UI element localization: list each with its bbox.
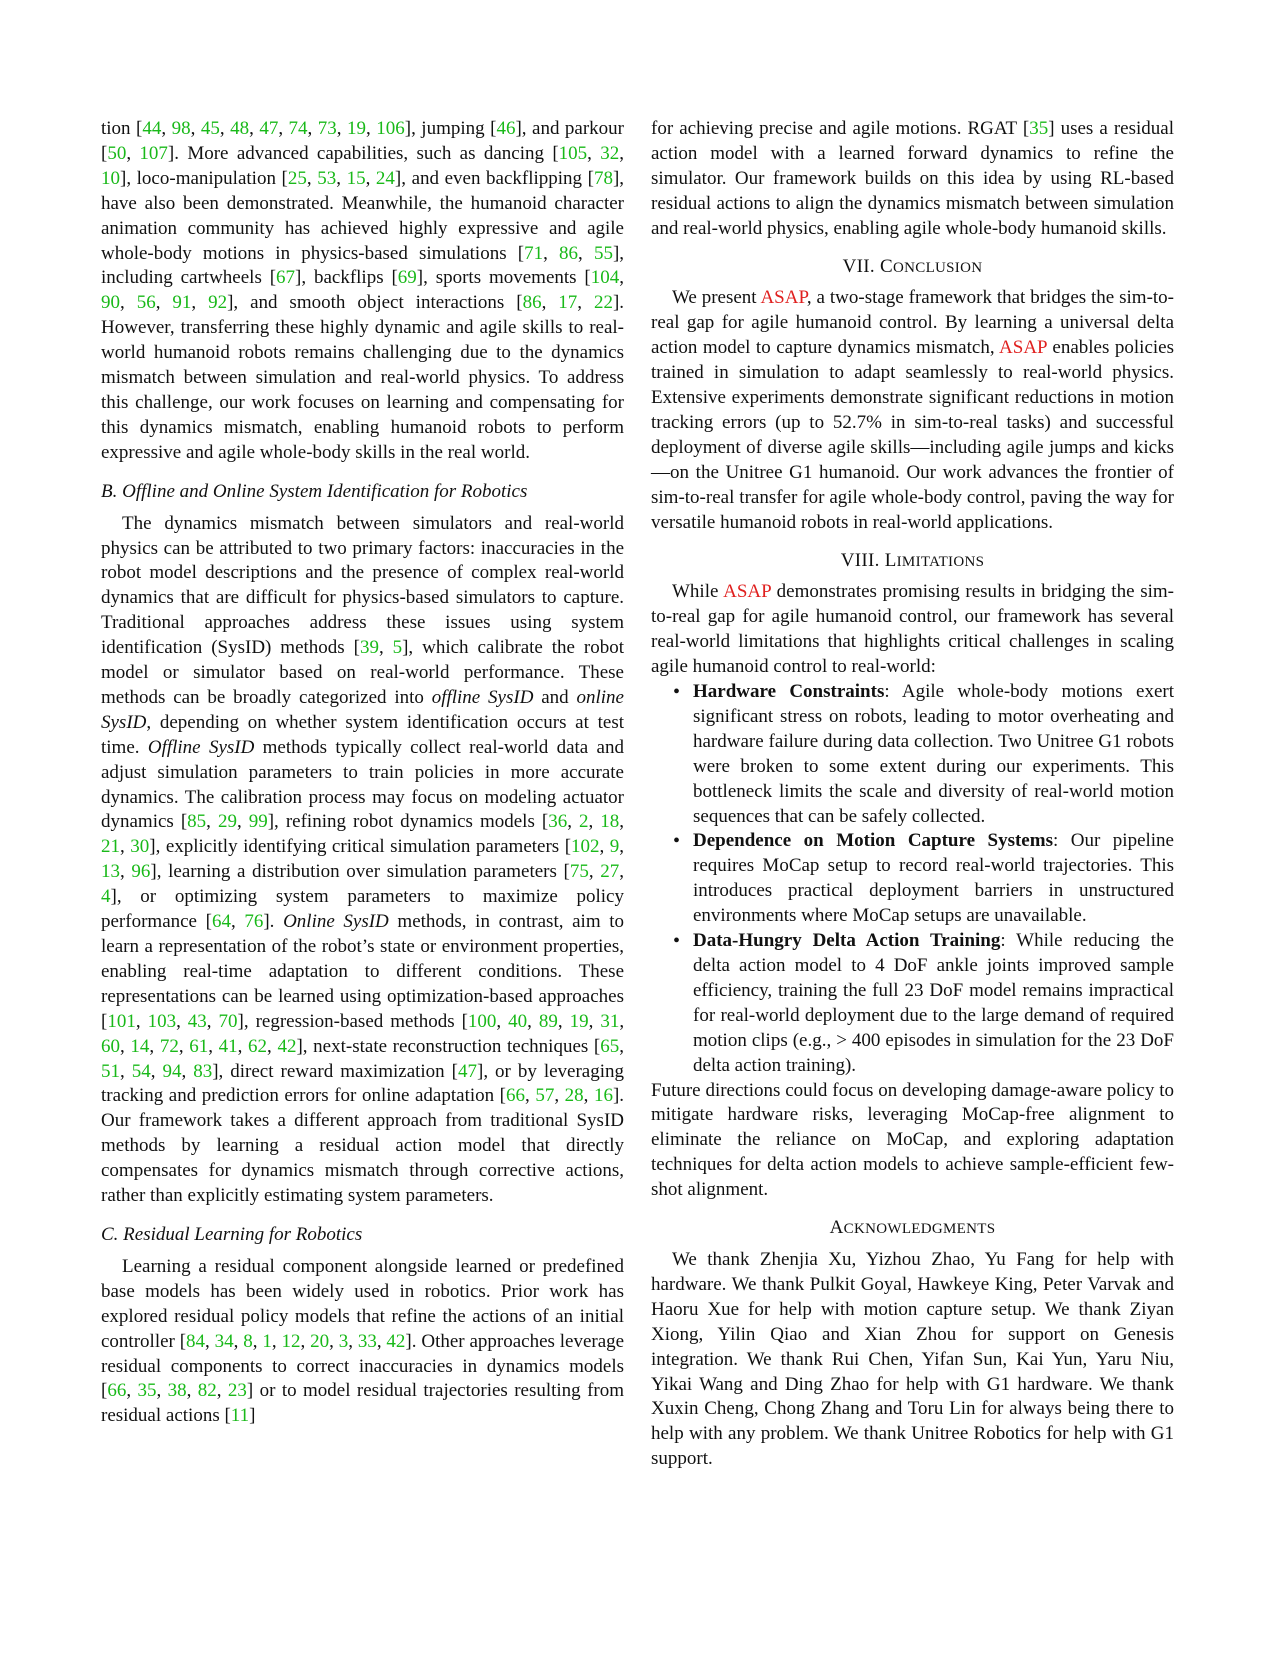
paragraph-residual-cont: for achieving precise and agile motions. RGAT [35] uses a residual action model with a learned forward dynamics to refine the simulator. Our framework builds on this idea by using RL-based residual actions to align the dynamics mismatch between simulation and real-world physics, enabling agile whole-body humanoid skills. <box>651 118 1174 239</box>
citation-link[interactable]: 57 <box>535 1085 555 1107</box>
citation-link[interactable]: 41 <box>218 1035 238 1057</box>
citation-link[interactable]: 30 <box>130 836 150 858</box>
citation-link[interactable]: 19 <box>347 118 367 139</box>
citation-link[interactable]: 72 <box>159 1035 179 1057</box>
citation-link[interactable]: 86 <box>559 242 579 264</box>
citation-link[interactable]: 14 <box>130 1035 150 1057</box>
citation-link[interactable]: 54 <box>131 1060 151 1082</box>
section-title-initial: L <box>884 549 897 571</box>
citation-link[interactable]: 74 <box>288 118 308 139</box>
citation-link[interactable]: 55 <box>593 242 613 264</box>
citation-link[interactable]: 51 <box>101 1060 120 1082</box>
bullet-title: Hardware Constraints <box>693 681 885 703</box>
emphasis-text: Online SysID <box>283 911 389 933</box>
citation-link[interactable]: 47 <box>259 118 279 139</box>
citation-link[interactable]: 20 <box>310 1330 330 1352</box>
citation-link[interactable]: 84 <box>186 1330 206 1352</box>
citation-link[interactable]: 11 <box>230 1405 250 1427</box>
citation-link[interactable]: 39 <box>359 637 379 659</box>
limitations-list <box>651 680 1174 1079</box>
acronym-link[interactable]: ASAP <box>999 337 1047 359</box>
subsection-heading-residual: C. Residual Learning for Robotics <box>101 1223 363 1245</box>
citation-link[interactable]: 56 <box>136 292 156 314</box>
citation-link[interactable]: 32 <box>600 142 620 164</box>
citation-link[interactable]: 23 <box>227 1380 247 1402</box>
citation-link[interactable]: 78 <box>593 167 613 189</box>
citation-link[interactable]: 99 <box>248 811 268 833</box>
citation-link[interactable]: 66 <box>506 1085 526 1107</box>
subsection-heading-sysid: B. Offline and Online System Identification for Robotics <box>101 480 528 502</box>
citation-link[interactable]: 35 <box>137 1380 157 1402</box>
citation-link[interactable]: 1 <box>262 1330 272 1352</box>
citation-link[interactable]: 100 <box>467 1010 497 1032</box>
citation-link[interactable]: 94 <box>162 1060 182 1082</box>
citation-link[interactable]: 8 <box>243 1330 253 1352</box>
acronym-link[interactable]: ASAP <box>760 287 807 309</box>
citation-link[interactable]: 61 <box>189 1035 209 1057</box>
citation-link[interactable]: 3 <box>338 1330 349 1352</box>
citation-link[interactable]: 103 <box>147 1010 177 1032</box>
citation-link[interactable]: 22 <box>593 292 613 314</box>
citation-link[interactable]: 24 <box>375 167 395 189</box>
citation-link[interactable]: 106 <box>376 118 405 139</box>
citation-link[interactable]: 105 <box>558 142 588 164</box>
section-title-initial: C <box>880 255 893 277</box>
citation-link[interactable]: 15 <box>346 167 366 189</box>
section-title-rest: CKNOWLEDGMENTS <box>843 1221 996 1238</box>
citation-link[interactable]: 4 <box>101 886 111 908</box>
citation-link[interactable]: 90 <box>101 292 120 314</box>
citation-link[interactable]: 44 <box>142 118 162 139</box>
citation-link[interactable]: 85 <box>187 811 207 833</box>
section-number: VII. <box>842 255 881 277</box>
section-heading-conclusion <box>651 255 1174 281</box>
paragraph-limitations-intro: While ASAP demonstrates promising results in bridging the sim-to-real gap for agile humanoid control, our framework has several real-world limitations that highlights critical challenges in scaling agile humanoid control to real-world: <box>651 581 1174 678</box>
citation-link[interactable]: 73 <box>317 118 337 139</box>
citation-link[interactable]: 42 <box>277 1035 297 1057</box>
acronym-link[interactable]: ASAP <box>723 581 771 603</box>
section-number: VIII. <box>840 549 885 571</box>
citation-link[interactable]: 17 <box>558 292 578 314</box>
citation-link[interactable]: 53 <box>317 167 337 189</box>
citation-link[interactable]: 34 <box>214 1330 234 1352</box>
citation-link[interactable]: 82 <box>197 1380 217 1402</box>
citation-link[interactable]: 107 <box>139 142 168 164</box>
citation-link[interactable]: 46 <box>496 118 516 139</box>
citation-link[interactable]: 67 <box>276 267 296 289</box>
emphasis-text: offline SysID <box>431 686 534 708</box>
list-item: • Data-Hungry Delta Action Training: While reducing the delta action model to 4 DoF ankle joints improved sample efficiency, training the full 23 DoF model remains impractical for real-world deployment due to the large demand of required motion clips (e.g., > 400 episodes in simulation for the 23 DoF delta action training). <box>693 929 1174 1078</box>
citation-link[interactable]: 64 <box>211 911 231 933</box>
citation-link[interactable]: 76 <box>244 911 264 933</box>
citation-link[interactable]: 29 <box>217 811 237 833</box>
citation-link[interactable]: 83 <box>193 1060 213 1082</box>
citation-link[interactable]: 25 <box>287 167 307 189</box>
citation-link[interactable]: 98 <box>171 118 191 139</box>
citation-link[interactable]: 13 <box>101 861 120 883</box>
citation-link[interactable]: 35 <box>1029 118 1049 139</box>
citation-link[interactable]: 102 <box>571 836 600 858</box>
citation-link[interactable]: 19 <box>569 1010 589 1032</box>
paragraph-residual: Learning a residual component alongside learned or predefined base models has been widely used in robotics. Prior work has explored residual policy models that refine the actions of an initial controller [84, 34, 8, 1, 12, 20, 3, 33, 42]. Other approaches leverage residual components to correct inaccuracies in dynamics models [66, 35, 38, 82, 23] or to model residual trajectories resulting from residual actions [11] <box>101 1255 625 1427</box>
citation-link[interactable]: 43 <box>187 1010 207 1032</box>
citation-link[interactable]: 91 <box>172 292 192 314</box>
right-column <box>651 117 1174 1472</box>
paragraph-conclusion: We present ASAP, a two-stage framework that bridges the sim-to-real gap for agile humanoid control. By learning a universal delta action model to capture dynamics mismatch, ASAP enables policies trained in simulation to adapt seamlessly to real-world physics. Extensive experiments demonstrate significant reductions in motion tracking errors (up to 52.7% in sim-to-real tasks) and successful deployment of diverse agile skills—including agile jumps and kicks—on the Unitree G1 humanoid. Our work advances the frontier of sim-to-real transfer for agile whole-body control, paving the way for versatile humanoid robots in real-world applications. <box>651 287 1175 533</box>
section-heading-acknowledgments <box>651 1216 1174 1242</box>
citation-link[interactable]: 71 <box>524 242 544 264</box>
citation-link[interactable]: 60 <box>101 1035 120 1057</box>
emphasis-text: online SysID <box>101 686 624 733</box>
paragraph-related-work-cont: tion [44, 98, 45, 48, 47, 74, 73, 19, 106], jumping [46], and parkour [50, 107]. More advanced capabilities, such as dancing [105, 32, 10], loco-manipulation [25, 53, 15, 24], and even backflipping [78], have also been demonstrated. Meanwhile, the humanoid character animation community has achieved highly expressive and agile whole-body motions in physics-based simulations [71, 86, 55], including cartwheels [67], backflips [69], sports movements [104, 90, 56, 91, 92], and smooth object interactions [86, 17, 22]. However, transferring these highly dynamic and agile skills to real-world humanoid robots remains challenging due to the dynamics mismatch between simulation and real-world physics. To address this challenge, our work focuses on learning and compensating for this dynamics mismatch, enabling humanoid robots to perform expressive and agile whole-body skills in the real world. <box>101 118 625 463</box>
citation-link[interactable]: 92 <box>208 292 228 314</box>
citation-link[interactable]: 75 <box>569 861 589 883</box>
section-title-rest: ONCLUSION <box>893 259 983 276</box>
citation-link[interactable]: 89 <box>538 1010 558 1032</box>
citation-link[interactable]: 16 <box>593 1085 613 1107</box>
citation-link[interactable]: 70 <box>218 1010 238 1032</box>
citation-link[interactable]: 86 <box>522 292 542 314</box>
citation-link[interactable]: 65 <box>600 1035 620 1057</box>
citation-link[interactable]: 18 <box>600 811 620 833</box>
citation-link[interactable]: 28 <box>564 1085 584 1107</box>
citation-link[interactable]: 38 <box>167 1380 187 1402</box>
citation-link[interactable]: 12 <box>281 1330 301 1352</box>
left-column <box>101 117 624 1429</box>
list-item: • Dependence on Motion Capture Systems: Our pipeline requires MoCap setup to record real-world trajectories. This introduces practical deployment barriers in unstructured environments where MoCap setups are unavailable. <box>693 829 1174 929</box>
section-heading-limitations <box>651 549 1174 575</box>
emphasis-text: Offline SysID <box>147 736 255 758</box>
citation-link[interactable]: 2 <box>579 811 589 833</box>
citation-link[interactable]: 9 <box>609 836 620 858</box>
paragraph-acknowledgments: We thank Zhenjia Xu, Yizhou Zhao, Yu Fang for help with hardware. We thank Pulkit Goyal, Hawkeye King, Peter Varvak and Haoru Xue for help with motion capture setup. We thank Ziyan Xiong, Yilin Qiao and Xian Zhou for support on Genesis integration. We thank Rui Chen, Yifan Sun, Kai Yun, Yaru Niu, Yikai Wang and Ding Zhao for help with G1 hardware. We thank Xuxin Cheng, Chong Zhang and Toru Lin for always being there to help with any problem. We thank Unitree Robotics for help with G1 support. <box>651 1248 1174 1470</box>
citation-link[interactable]: 48 <box>230 118 250 139</box>
section-title-rest: IMITATIONS <box>896 553 985 570</box>
citation-link[interactable]: 101 <box>107 1010 136 1032</box>
citation-link[interactable]: 27 <box>600 861 620 883</box>
citation-link[interactable]: 40 <box>508 1010 528 1032</box>
paragraph-future-directions: Future directions could focus on developing damage-aware policy to mitigate hardware risks, leveraging MoCap-free alignment to eliminate the reliance on MoCap, and exploring adaptation techniques for delta action models to achieve sample-efficient few-shot alignment. <box>651 1079 1174 1201</box>
citation-link[interactable]: 5 <box>392 637 403 659</box>
citation-link[interactable]: 33 <box>357 1330 377 1352</box>
list-item: • Hardware Constraints: Agile whole-body motions exert significant stress on robots, leading to motor overheating and hardware failure during data collection. Two Unitree G1 robots were broken to some extent during our experiments. This bottleneck limits the scale and diversity of real-world motion sequences that can be safely collected. <box>693 680 1174 829</box>
citation-link[interactable]: 42 <box>386 1330 406 1352</box>
bullet-title: Dependence on Motion Capture Systems <box>693 830 1053 852</box>
citation-link[interactable]: 31 <box>600 1010 620 1032</box>
section-title-initial: A <box>829 1217 844 1239</box>
citation-link[interactable]: 104 <box>590 267 620 289</box>
citation-link[interactable]: 69 <box>397 267 417 289</box>
citation-link[interactable]: 10 <box>101 167 120 189</box>
citation-link[interactable]: 21 <box>101 836 120 858</box>
citation-link[interactable]: 36 <box>548 811 568 833</box>
citation-link[interactable]: 62 <box>248 1035 268 1057</box>
citation-link[interactable]: 45 <box>200 118 220 139</box>
citation-link[interactable]: 50 <box>107 142 127 164</box>
bullet-title: Data-Hungry Delta Action Training <box>693 930 1001 952</box>
citation-link[interactable]: 96 <box>131 861 151 883</box>
citation-link[interactable]: 66 <box>107 1380 127 1402</box>
paragraph-sysid: The dynamics mismatch between simulators and real-world physics can be attributed to two primary factors: inaccuracies in the robot model descriptions and the presence of complex real-world dynamics that are difficult for physics-based simulators to capture. Traditional approaches address these issues using system identification (SysID) methods [39, 5], which calibrate the robot model or simulator based on real-world performance. These methods can be broadly categorized into offline SysID and online SysID, depending on whether system identification occurs at test time. Offline SysID methods typically collect real-world data and adjust simulation parameters to train policies in more accurate dynamics. The calibration process may focus on modeling actuator dynamics [85, 29, 99], refining robot dynamics models [36, 2, 18, 21, 30], explicitly identifying critical simulation parameters [102, 9, 13, 96], learning a distribution over simulation parameters [75, 27, 4], or optimizing system parameters to maximize policy performance [64, 76]. Online SysID methods, in contrast, aim to learn a representation of the robot’s state or environment properties, enabling real-time adaptation to different conditions. These representations can be learned using optimization-based approaches [101, 103, 43, 70], regression-based methods [100, 40, 89, 19, 31, 60, 14, 72, 61, 41, 62, 42], next-state reconstruction techniques [65, 51, 54, 94, 83], direct reward maximization [47], or by leveraging tracking and prediction errors for online adaptation [66, 57, 28, 16]. Our framework takes a different approach from traditional SysID methods by learning a residual action model that directly compensates for dynamics mismatch through corrective actions, rather than explicitly estimating system parameters. <box>101 512 625 1207</box>
citation-link[interactable]: 47 <box>458 1060 477 1082</box>
